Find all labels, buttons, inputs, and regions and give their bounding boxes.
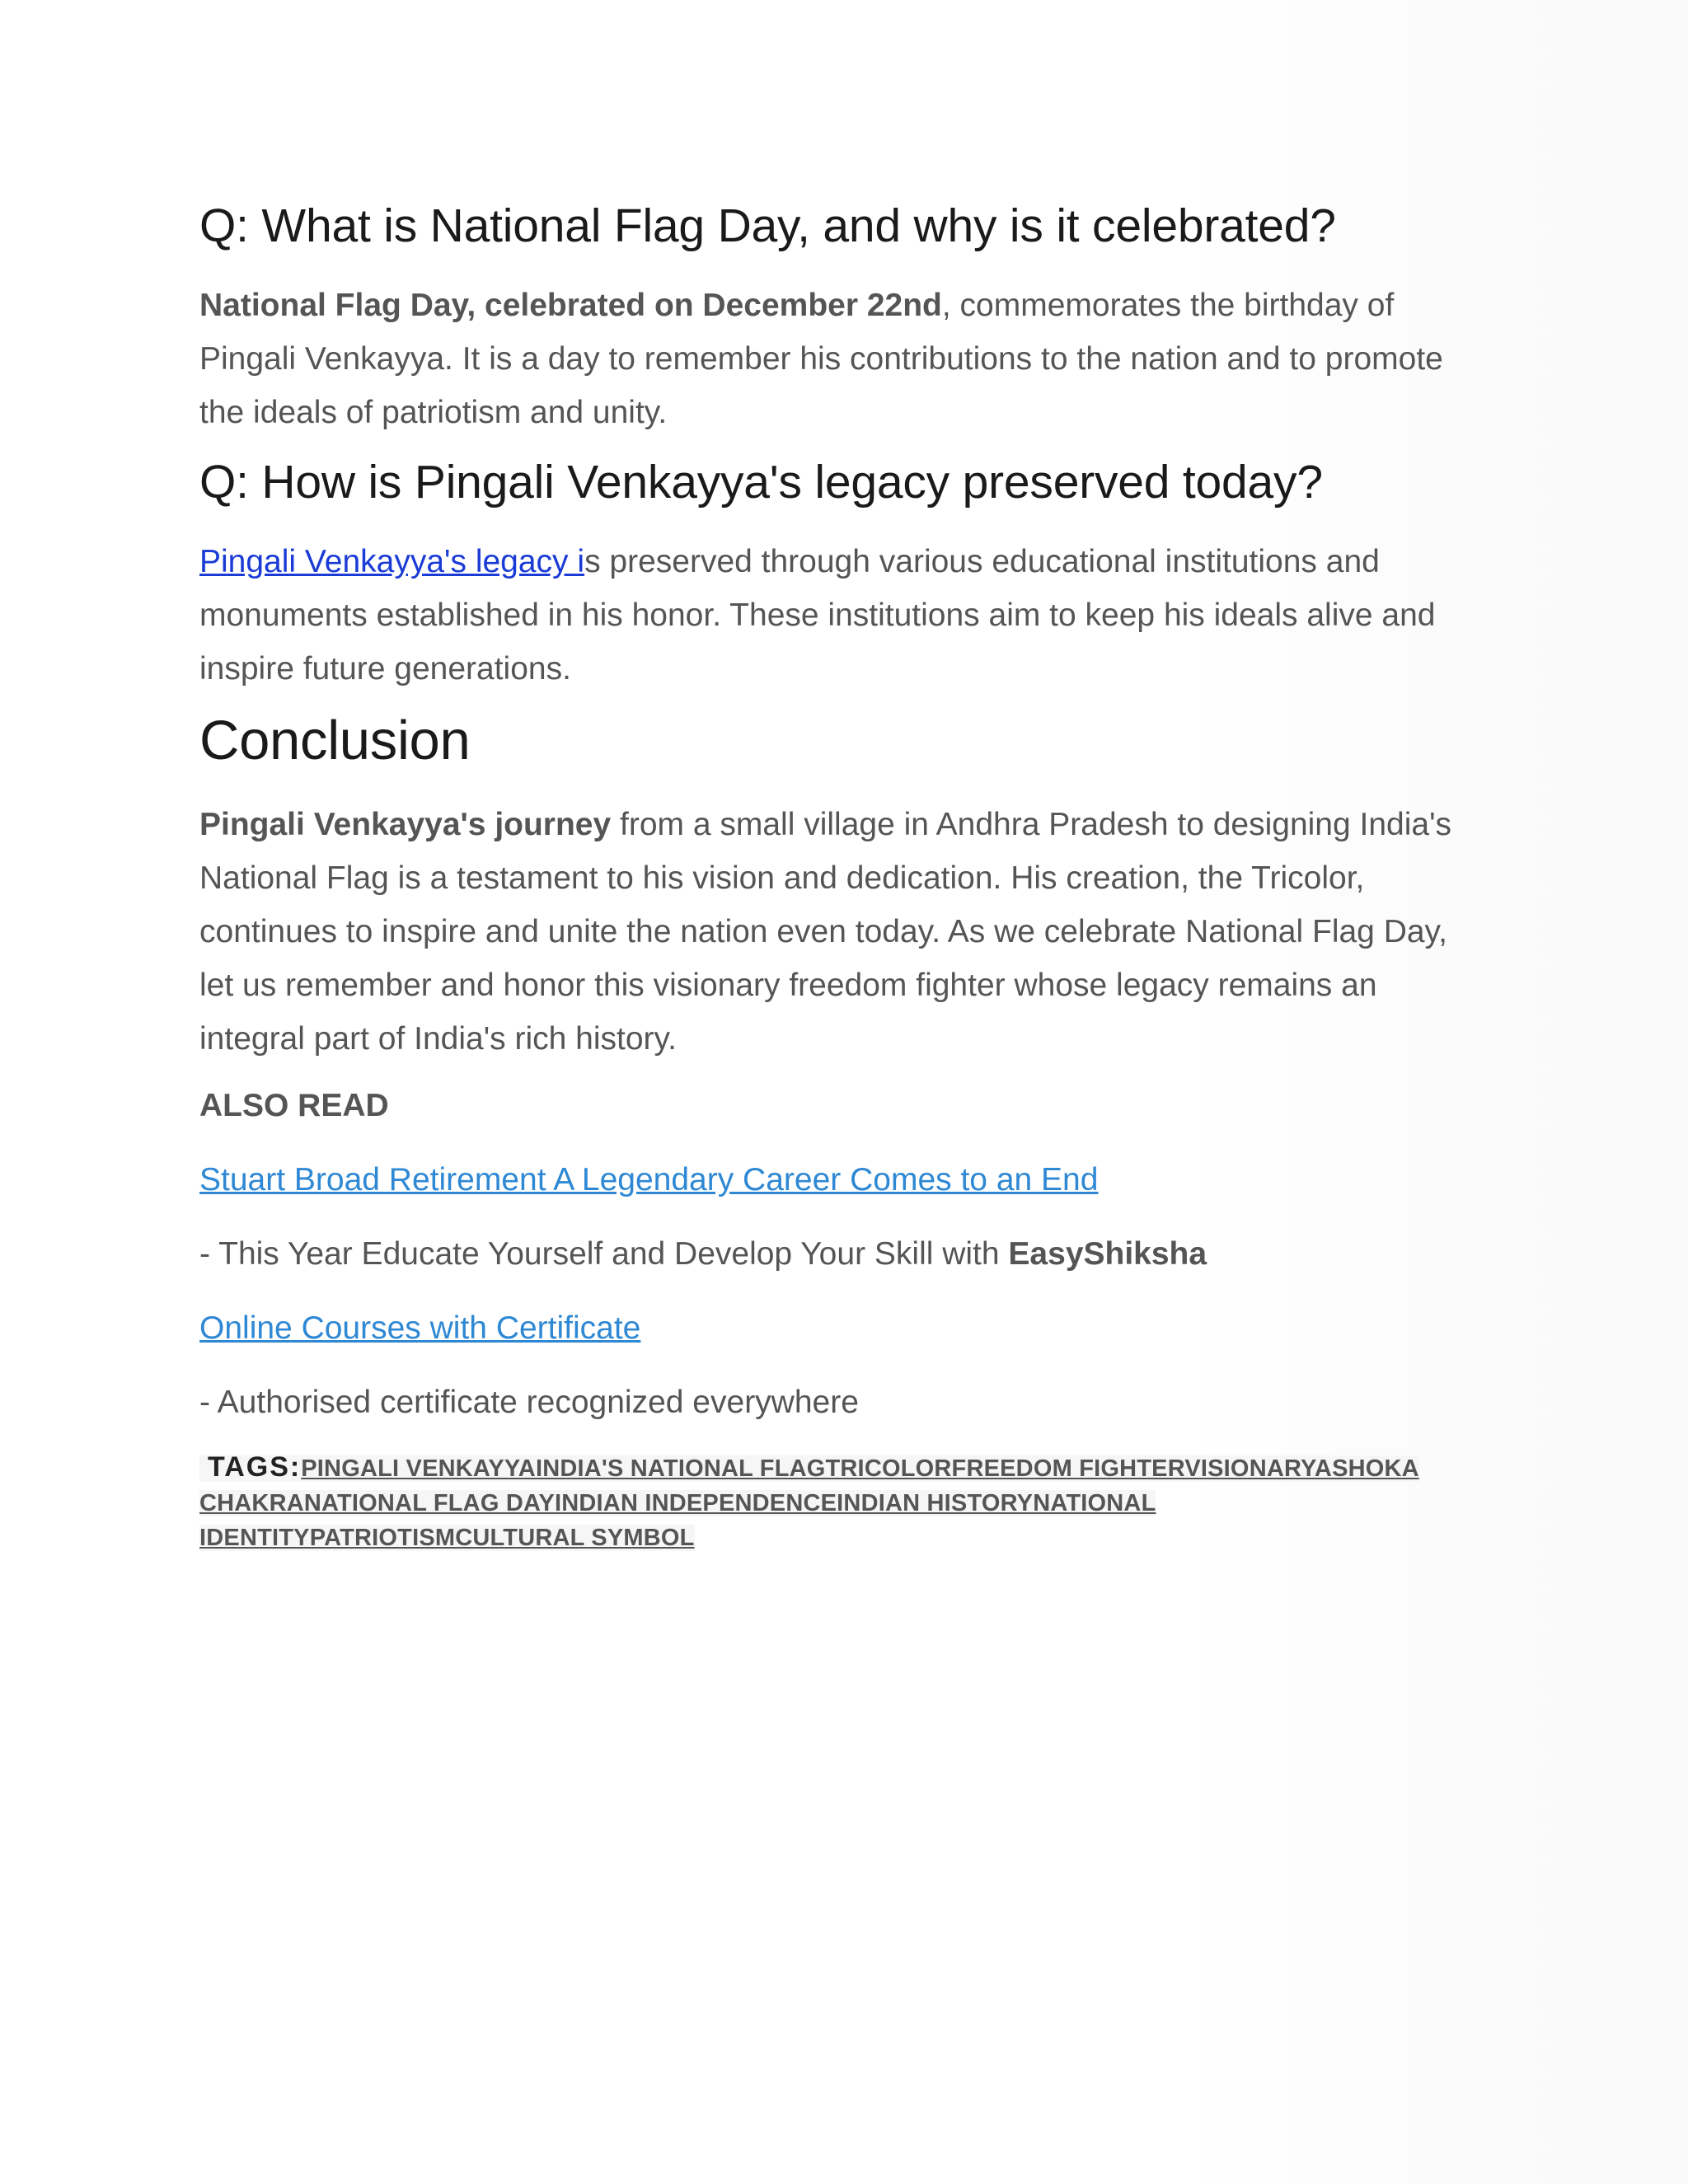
faq-answer-1 (199, 279, 1485, 439)
also-read-label: ALSO READ (199, 1088, 389, 1123)
faq-answer-2 (199, 535, 1485, 696)
courses-link-row (199, 1310, 1485, 1347)
faq-answer-1-bold: National Flag Day, celebrated on December 22nd (199, 288, 942, 323)
conclusion-text: from a small village in Andhra Pradesh to designing India's National Flag is a testament to his vision and dedication. His creation, the Tricolor, continues to inspire and unite the nation even today. As we celebrate National Flag Day, let us remember and honor this visionary freedom fighter whose legacy remains an integral part of India's rich history. (199, 807, 1452, 1057)
conclusion-bold: Pingali Venkayya's journey (199, 807, 612, 842)
faq-question-1: Q: What is National Flag Day, and why is it celebrated? (199, 199, 1336, 252)
promo-brand: EasyShiksha (1008, 1236, 1207, 1272)
tags-list[interactable]: PINGALI VENKAYYAINDIA'S NATIONAL FLAGTRICOLORFREEDOM FIGHTERVISIONARYASHOKA CHAKRANATIONAL FLAG DAYINDIAN INDEPENDENCEINDIAN HISTORYNATIONAL IDENTITYPATRIOTISMCULTURAL SYMBOL (199, 1455, 1419, 1551)
tags-label: TAGS: (208, 1451, 302, 1483)
tags-section (199, 1450, 1485, 1555)
faq-answer-1-text: , commemorates the birthday of Pingali Venkayya. It is a day to remember his contributions to the nation and to promote the ideals of patriotism and unity. (199, 288, 1443, 430)
certificate-note: - Authorised certificate recognized everywhere (199, 1385, 859, 1420)
conclusion-paragraph (199, 798, 1485, 1066)
faq-question-2: Q: How is Pingali Venkayya's legacy preserved today? (199, 456, 1323, 509)
promo-line (199, 1235, 1485, 1273)
stuart-broad-link[interactable]: Stuart Broad Retirement A Legendary Career Comes to an End (199, 1162, 1099, 1197)
legacy-link[interactable]: Pingali Venkayya's legacy i (199, 544, 585, 579)
article-content (199, 191, 1485, 1555)
also-read-link-row (199, 1161, 1485, 1199)
faq-answer-2-text: s preserved through various educational institutions and monuments established in his honor. These institutions aim to keep his ideals alive and inspire future generations. (199, 544, 1436, 687)
online-courses-link[interactable]: Online Courses with Certificate (199, 1310, 641, 1346)
conclusion-heading: Conclusion (199, 710, 471, 771)
promo-text: - This Year Educate Yourself and Develop Your Skill with (199, 1236, 1009, 1272)
